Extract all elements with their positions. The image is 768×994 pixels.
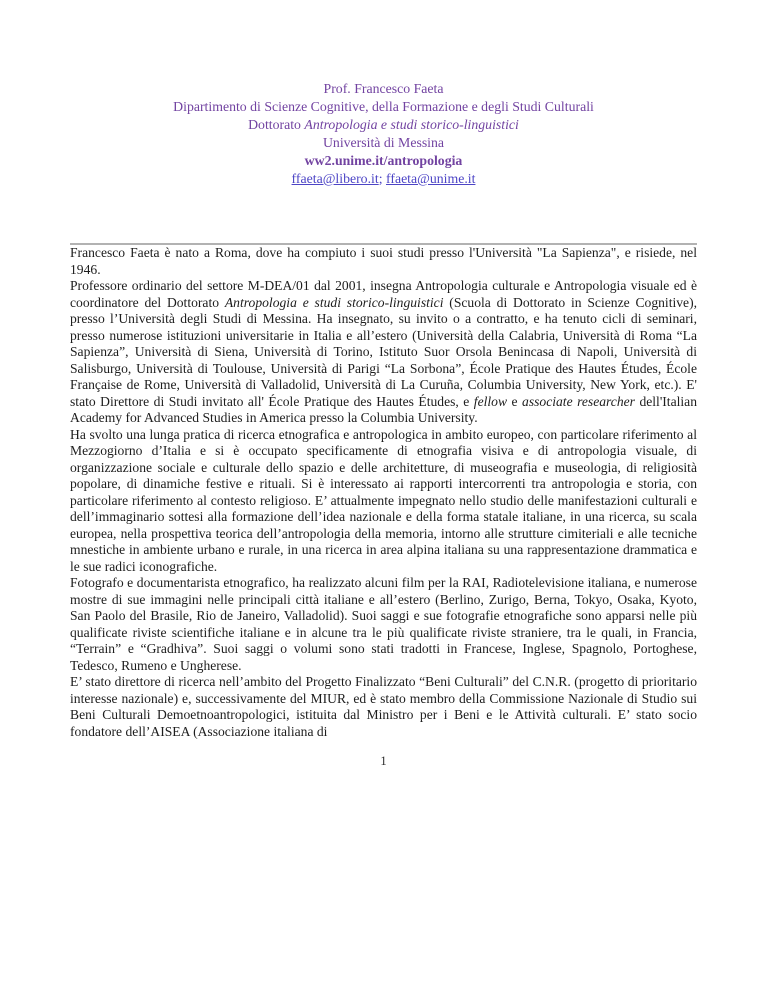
paragraph-biography-birth: Francesco Faeta è nato a Roma, dove ha compiuto i suoi studi presso l'Università "La Sapienza", e risiede, nel 1946.: [70, 245, 697, 277]
doctorate-title-italic: Antropologia e studi storico-linguistici: [304, 117, 519, 132]
document-header: [70, 80, 697, 188]
university-line: Università di Messina: [322, 135, 445, 150]
paragraph-cnr-director: E’ stato direttore di ricerca nell’ambito del Progetto Finalizzato “Beni Culturali” del C.N.R. (progetto di prioritario interesse nazionale) e, successivamente del MIUR, ed è stato membro della Commissione Nazionale di Studio sui Beni Culturali Demoetnoantropologici, istituita dal Ministro per i Beni e le Attività culturali. E’ stato socio fondatore dell’AISEA (Associazione italiana di: [70, 674, 697, 739]
paragraph-research-practice: Ha svolto una lunga pratica di ricerca etnografica e antropologica in ambito europeo, con particolare riferimento al Mezzogiorno d’Italia e si è occupato specificamente di etnografia visiva e di antropologia visuale, di organizzazione sociale e culturale dello spazio e delle architetture, di museografia e museologia, di religiosità popolare, di dinamiche festive e rituali. Si è interessato ai rapporti intercorrenti tra antropologia e storia, con particolare riferimento al contesto religioso. E’ attualmente impegnato nello studio delle manifestazioni culturali e dell’immaginario sottesi alla formazione dell’idea nazionale e della forma statale italiane, in una ricerca, su scala europea, nella prospettiva teorica dell’antropologia della memoria, intorno alle strutture cimiteriali e alle tecniche mnestiche in ambiente urbano e rurale, in una ricerca in area alpina italiana su una rappresentazione drammatica e le sue radici iconografiche.: [70, 426, 697, 574]
website-line: ww2.unime.it/antropologia: [304, 153, 463, 168]
doctorate-line: [70, 116, 697, 134]
email-separator: ;: [378, 171, 386, 186]
email-line: [70, 170, 697, 188]
email-link-libero[interactable]: ffaeta@libero.it: [291, 171, 379, 186]
doctorate-prefix: Dottorato: [248, 117, 305, 132]
page-number: 1: [380, 754, 387, 768]
paragraph-photography: Fotografo e documentarista etnografico, ha realizzato alcuni film per la RAI, Radiotelevisione italiana, e numerose mostre di sue immagini nelle principali città italiane e all’estero (Berlino, Zurigo, Berna, Tokyo, Osaka, Kyoto, San Paolo del Brasile, Rio de Janeiro, Valladolid). Suoi saggi e sue fotografie etnografiche sono apparsi nelle più qualificate riviste scientifiche italiane e in alcune tra le più qualificate riviste straniere, tra le quali, in Francia, “Terrain” e “Gradhiva”. Suoi saggi o volumi sono stati tradotti in Francese, Inglese, Spagnolo, Portoghese, Tedesco, Rumeno e Ungherese.: [70, 575, 697, 673]
paragraph-professorship: Professore ordinario del settore M-DEA/01 dal 2001, insegna Antropologia culturale e Antropologia visuale ed è coordinatore del Dottorato Antropologia e studi storico-linguistici (Scuola di Dottorato in Scienze Cognitive), presso l’Università degli Studi di Messina. Ha insegnato, su invito o a contratto, e ha tenuto cicli di seminari, presso numerose istituzioni universitarie in Italia e all’estero (Università della Calabria, Università di Roma “La Sapienza”, Università di Siena, Università di Torino, Istituto Suor Orsola Benincasa di Napoli, Università di Salisburgo, Università di Toulouse, Università di Parigi “La Sorbona”, École Pratique des Hautes Études, École Française de Rome, Università di Valladolid, Università di La Curuña, Columbia University, New York, etc.). E' stato Direttore di Studi invitato all' École Pratique des Hautes Études, e fellow e associate researcher dell'Italian Academy for Advanced Studies in America presso la Columbia University.: [70, 278, 698, 425]
email-link-unime[interactable]: ffaeta@unime.it: [386, 171, 476, 186]
author-name: Prof. Francesco Faeta: [323, 81, 444, 96]
department-line: Dipartimento di Scienze Cognitive, della Formazione e degli Studi Culturali: [173, 99, 594, 114]
